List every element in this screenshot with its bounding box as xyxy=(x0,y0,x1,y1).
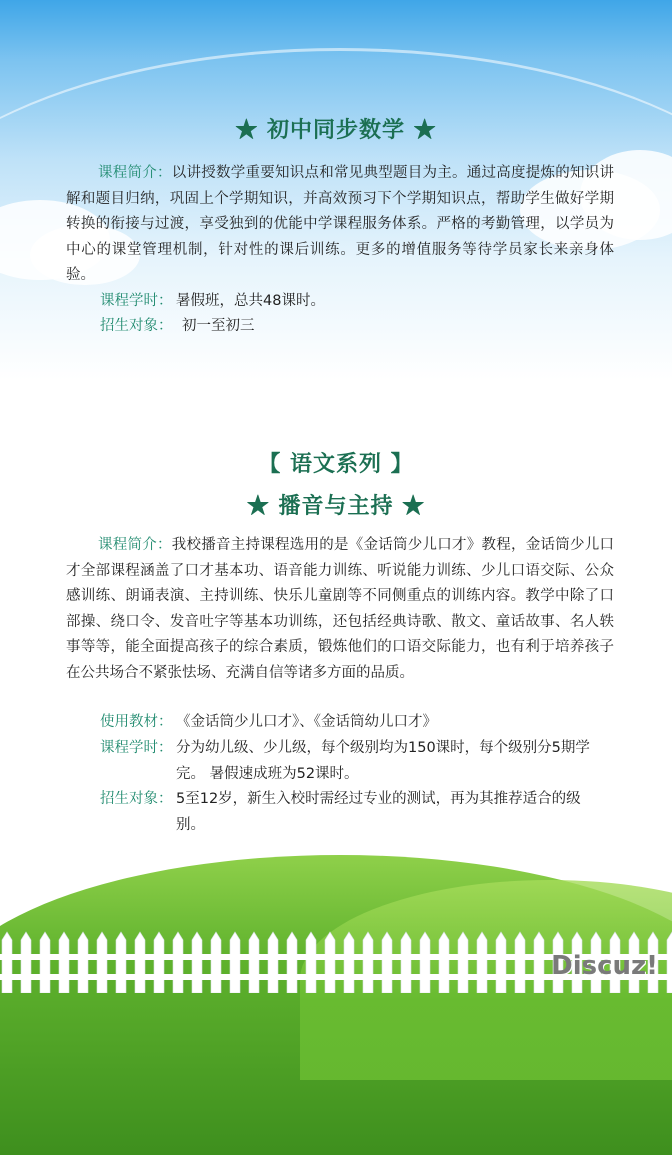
fence-picket xyxy=(439,932,449,993)
fence-picket xyxy=(344,932,354,993)
section1-intro xyxy=(66,161,614,289)
fence-picket xyxy=(496,932,506,993)
fence-picket xyxy=(173,932,183,993)
section2-hours-label: 课程学时： xyxy=(100,740,173,756)
fence-picket xyxy=(97,932,107,993)
fence-picket xyxy=(21,932,31,993)
fence-picket xyxy=(59,932,69,993)
fence-picket xyxy=(268,932,278,993)
fence-picket xyxy=(116,932,126,993)
discuz-watermark: Discuz! xyxy=(551,951,658,981)
section2-material-label: 使用教材： xyxy=(100,714,173,730)
fence-picket xyxy=(154,932,164,993)
section1-hours-label: 课程学时： xyxy=(100,293,173,309)
section1-target-label: 招生对象： xyxy=(100,318,173,334)
section1-hours-value: 暑假班，总共48课时。 xyxy=(176,293,325,309)
fence-picket xyxy=(382,932,392,993)
fence-picket xyxy=(363,932,373,993)
fence-picket xyxy=(249,932,259,993)
fence-picket xyxy=(135,932,145,993)
fence-picket xyxy=(534,932,544,993)
fence-picket xyxy=(667,932,672,993)
section2-intro-label: 课程简介： xyxy=(98,537,172,553)
section2-target-label: 招生对象： xyxy=(100,791,173,807)
fence-picket xyxy=(78,932,88,993)
fence-picket xyxy=(2,932,12,993)
fence-picket xyxy=(515,932,525,993)
section1-intro-text: 以讲授数学重要知识点和常见典型题目为主。通过高度提炼的知识讲解和题目归纳，巩固上个学期知识，并高效预习下个学期知识点，帮助学生做好学期转换的衔接与过渡，享受独到的优能中学课程服务体系。严格的考勤管理，以学员为中心的课堂管理机制，针对性的课后训练。更多的增值服务等待学员家长来亲身体验。 xyxy=(66,165,614,283)
section2-material-value: 《金话筒少儿口才》、《金话筒幼儿口才》 xyxy=(176,714,437,730)
section2-hours-value: 分为幼儿级、少儿级，每个级别均为150课时，每个级别分5期学完。 暑假速成班为52课时。 xyxy=(176,740,590,782)
fence-picket xyxy=(306,932,316,993)
fence-picket xyxy=(401,932,411,993)
section2-title: ★ 播音与主持 ★ xyxy=(246,493,426,519)
fence-picket xyxy=(287,932,297,993)
fence-picket xyxy=(192,932,202,993)
fence-picket xyxy=(458,932,468,993)
section1-target-value: 初一至初三 xyxy=(182,318,255,334)
fence-picket xyxy=(477,932,487,993)
section1-title: ★ 初中同步数学 ★ xyxy=(235,117,437,143)
fence-picket xyxy=(40,932,50,993)
section1-intro-label: 课程简介： xyxy=(98,165,172,181)
section2-series: 【 语文系列 】 xyxy=(258,451,414,477)
section2-intro xyxy=(66,533,614,686)
fence-picket xyxy=(420,932,430,993)
fence-picket xyxy=(211,932,221,993)
section2-target-value: 5至12岁，新生入校时需经过专业的测试，再为其推荐适合的级别。 xyxy=(176,791,581,833)
fence-picket xyxy=(325,932,335,993)
section2-intro-text: 我校播音主持课程选用的是《金话筒少儿口才》教程，金话筒少儿口才全部课程涵盖了口才基本功、语音能力训练、听说能力训练、少儿口语交际、公众感训练、朗诵表演、主持训练、快乐儿童剧等不同侧重点的训练内容。教学中除了口部操、绕口令、发音吐字等基本功训练，还包括经典诗歌、散文、童话故事、名人轶事等等，能全面提高孩子的综合素质，锻炼他们的口语交际能力，也有利于培养孩子在公共场合不紧张怯场、充满自信等诸多方面的品质。 xyxy=(66,537,614,681)
fence-picket xyxy=(230,932,240,993)
